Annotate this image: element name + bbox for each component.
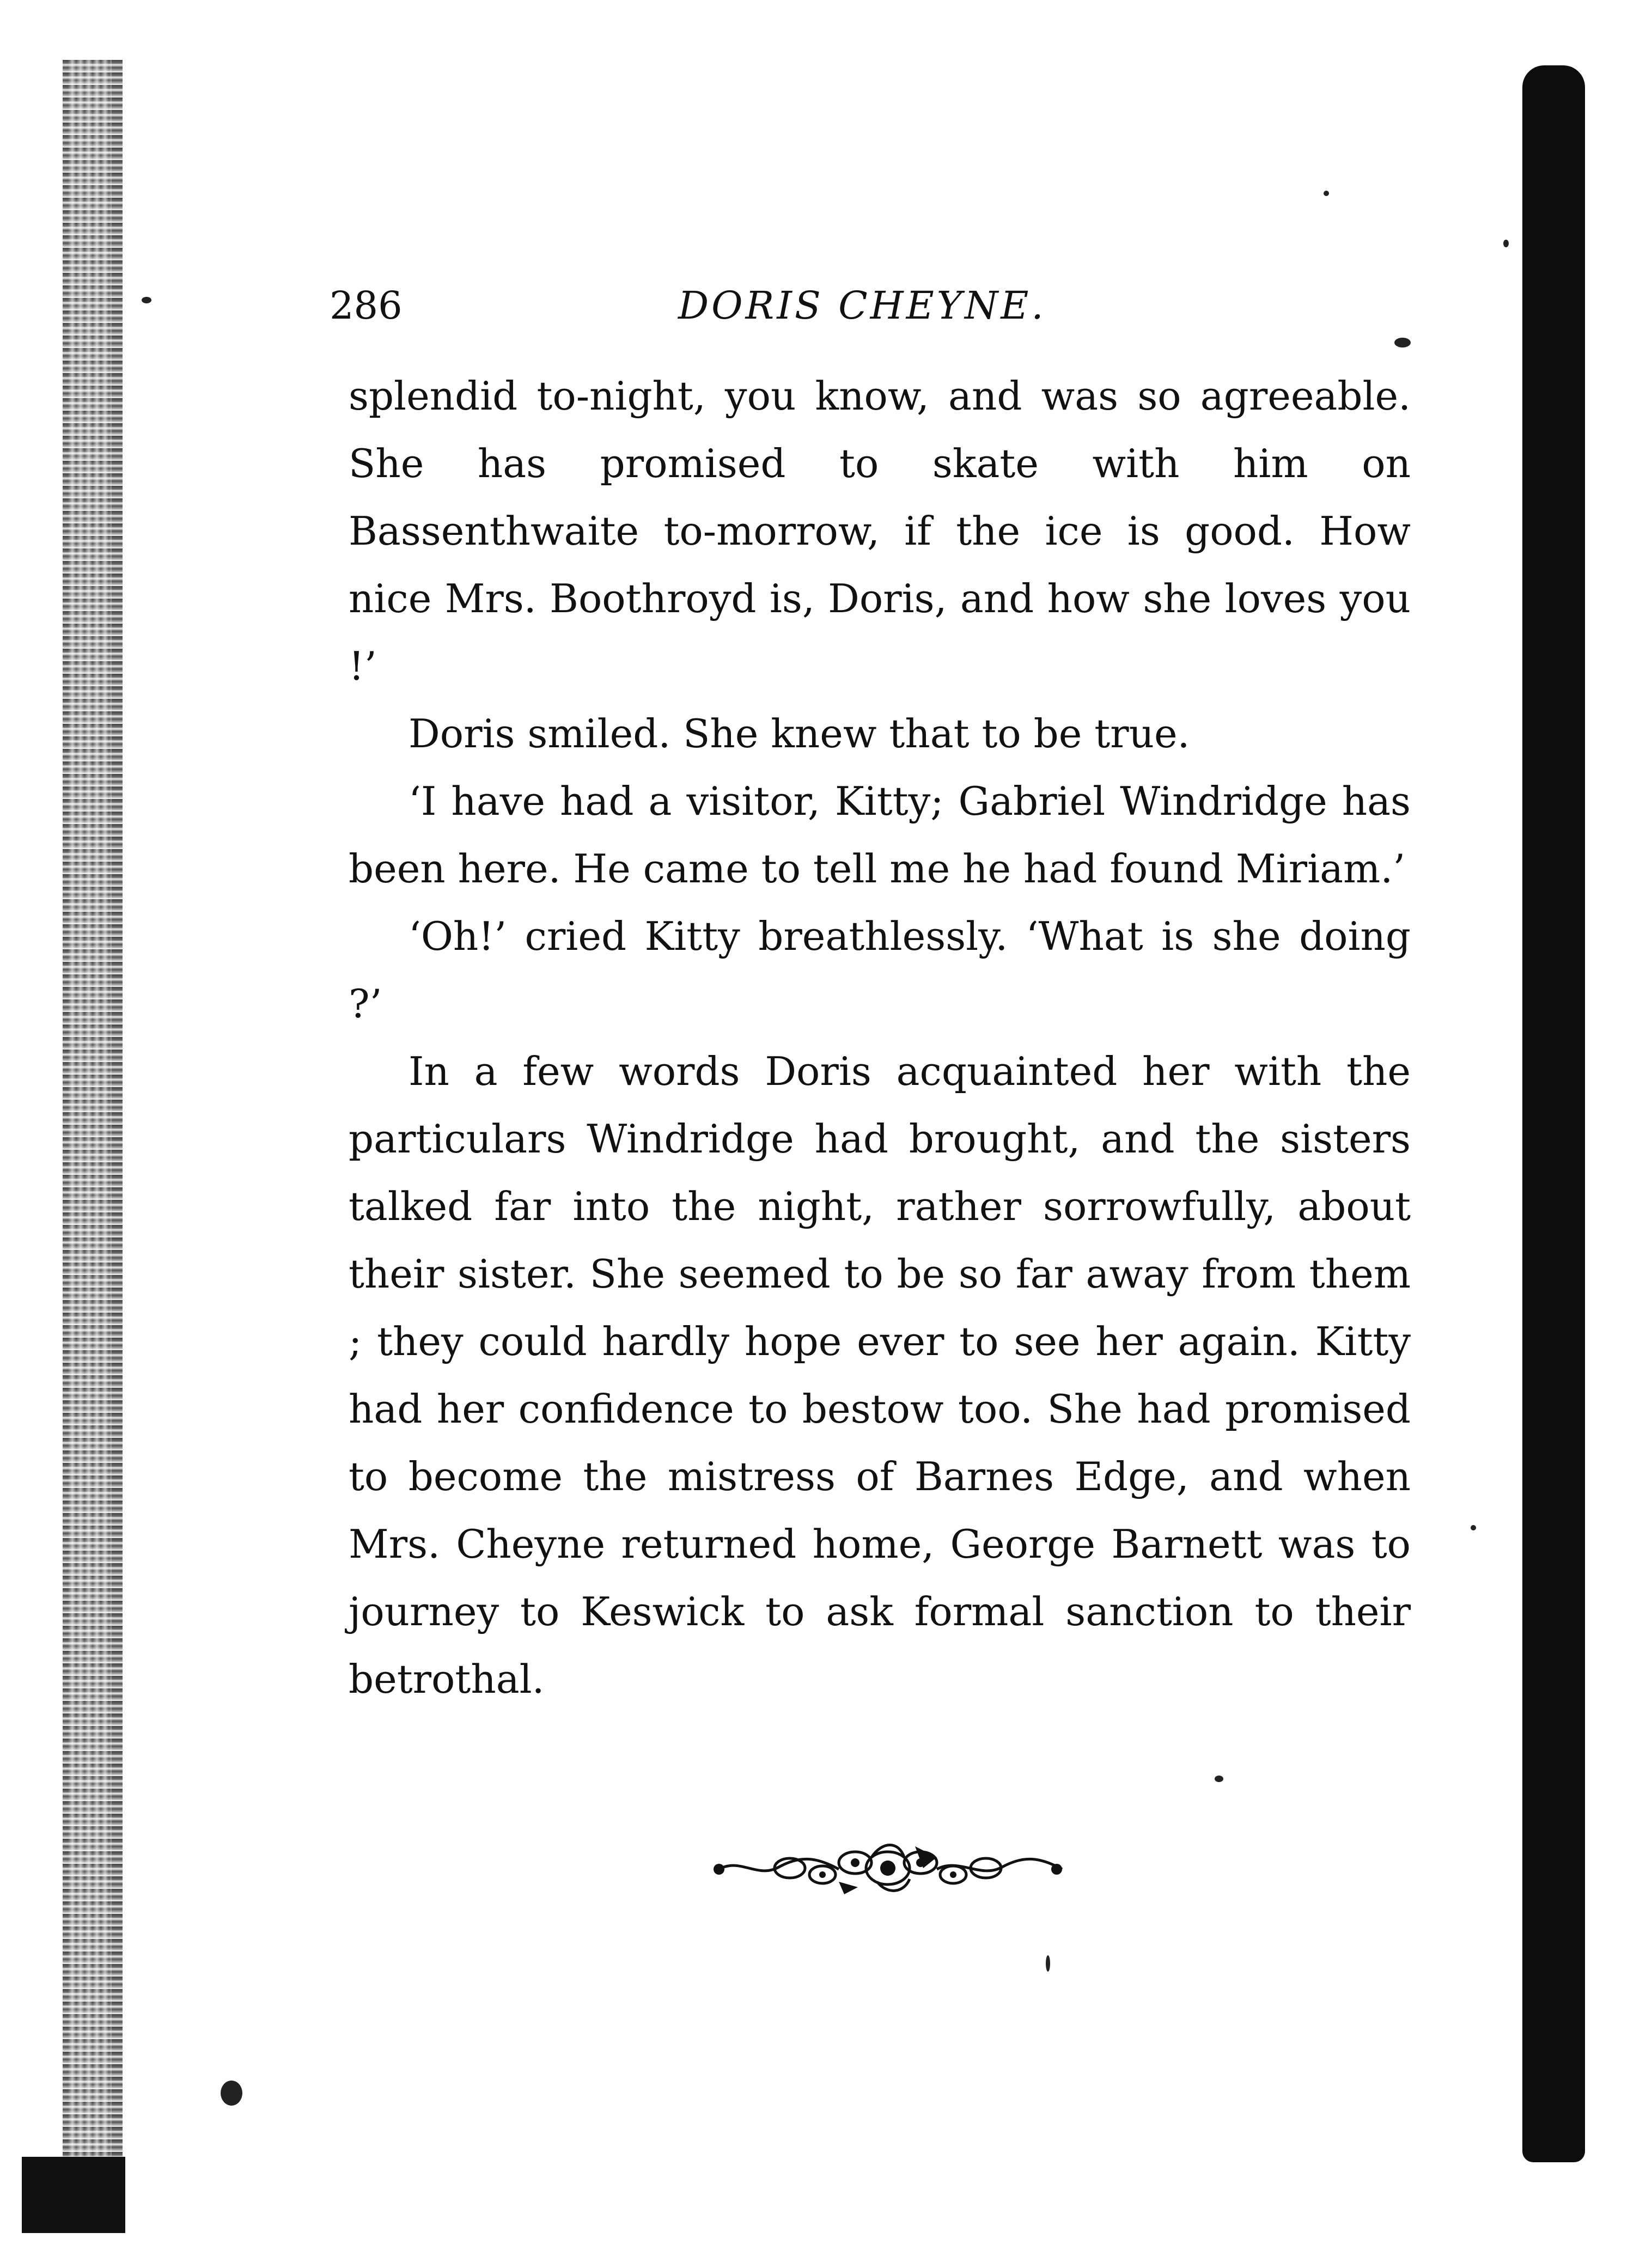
ink-speck bbox=[1471, 1525, 1476, 1530]
ink-speck bbox=[142, 297, 151, 303]
paragraph-1: splendid to-night, you know, and was so agreeable. She has promised to skate with him on Bassenthwaite to-morrow, if the ice is good. How nice Mrs. Boothroyd is, Doris, and how she loves you !’ bbox=[349, 373, 1411, 689]
body-text bbox=[349, 362, 1411, 1713]
running-head: DORIS CHEYNE. bbox=[678, 283, 1046, 328]
binding-gutter-base bbox=[22, 2157, 125, 2233]
paragraph-5: In a few words Doris acquainted her with the particulars Windridge had brought, and the sisters talked far into the night, rather sorrowfully, about their sister. She seemed to be so far away from them ; they could hardly hope ever to see her again. Kitty had her confidence to bestow too. She had promised to become the mistress of Barnes Edge, and when Mrs. Cheyne returned home, George Barnett was to journey to Keswick to ask formal sanction to their betrothal. bbox=[349, 1048, 1411, 1702]
binding-gutter bbox=[63, 60, 123, 2233]
paragraph-3: ‘I have had a visitor, Kitty; Gabriel Windridge has been here. He came to tell me he had found Miriam.’ bbox=[349, 778, 1411, 892]
ink-speck bbox=[221, 2081, 242, 2106]
ink-speck bbox=[1324, 191, 1329, 196]
page-number: 286 bbox=[330, 283, 403, 328]
ink-speck bbox=[1046, 1955, 1050, 1972]
floral-tailpiece-ornament bbox=[708, 1835, 1068, 1901]
page-header bbox=[330, 278, 1364, 338]
page-edge-shadow bbox=[1522, 65, 1585, 2162]
paragraph-2: Doris smiled. She knew that to be true. bbox=[409, 711, 1190, 757]
ink-speck bbox=[1394, 338, 1411, 347]
ink-speck bbox=[1215, 1776, 1223, 1782]
paragraph-4: ‘Oh!’ cried Kitty breathlessly. ‘What is she doing ?’ bbox=[349, 913, 1411, 1027]
ink-speck bbox=[1503, 240, 1509, 247]
